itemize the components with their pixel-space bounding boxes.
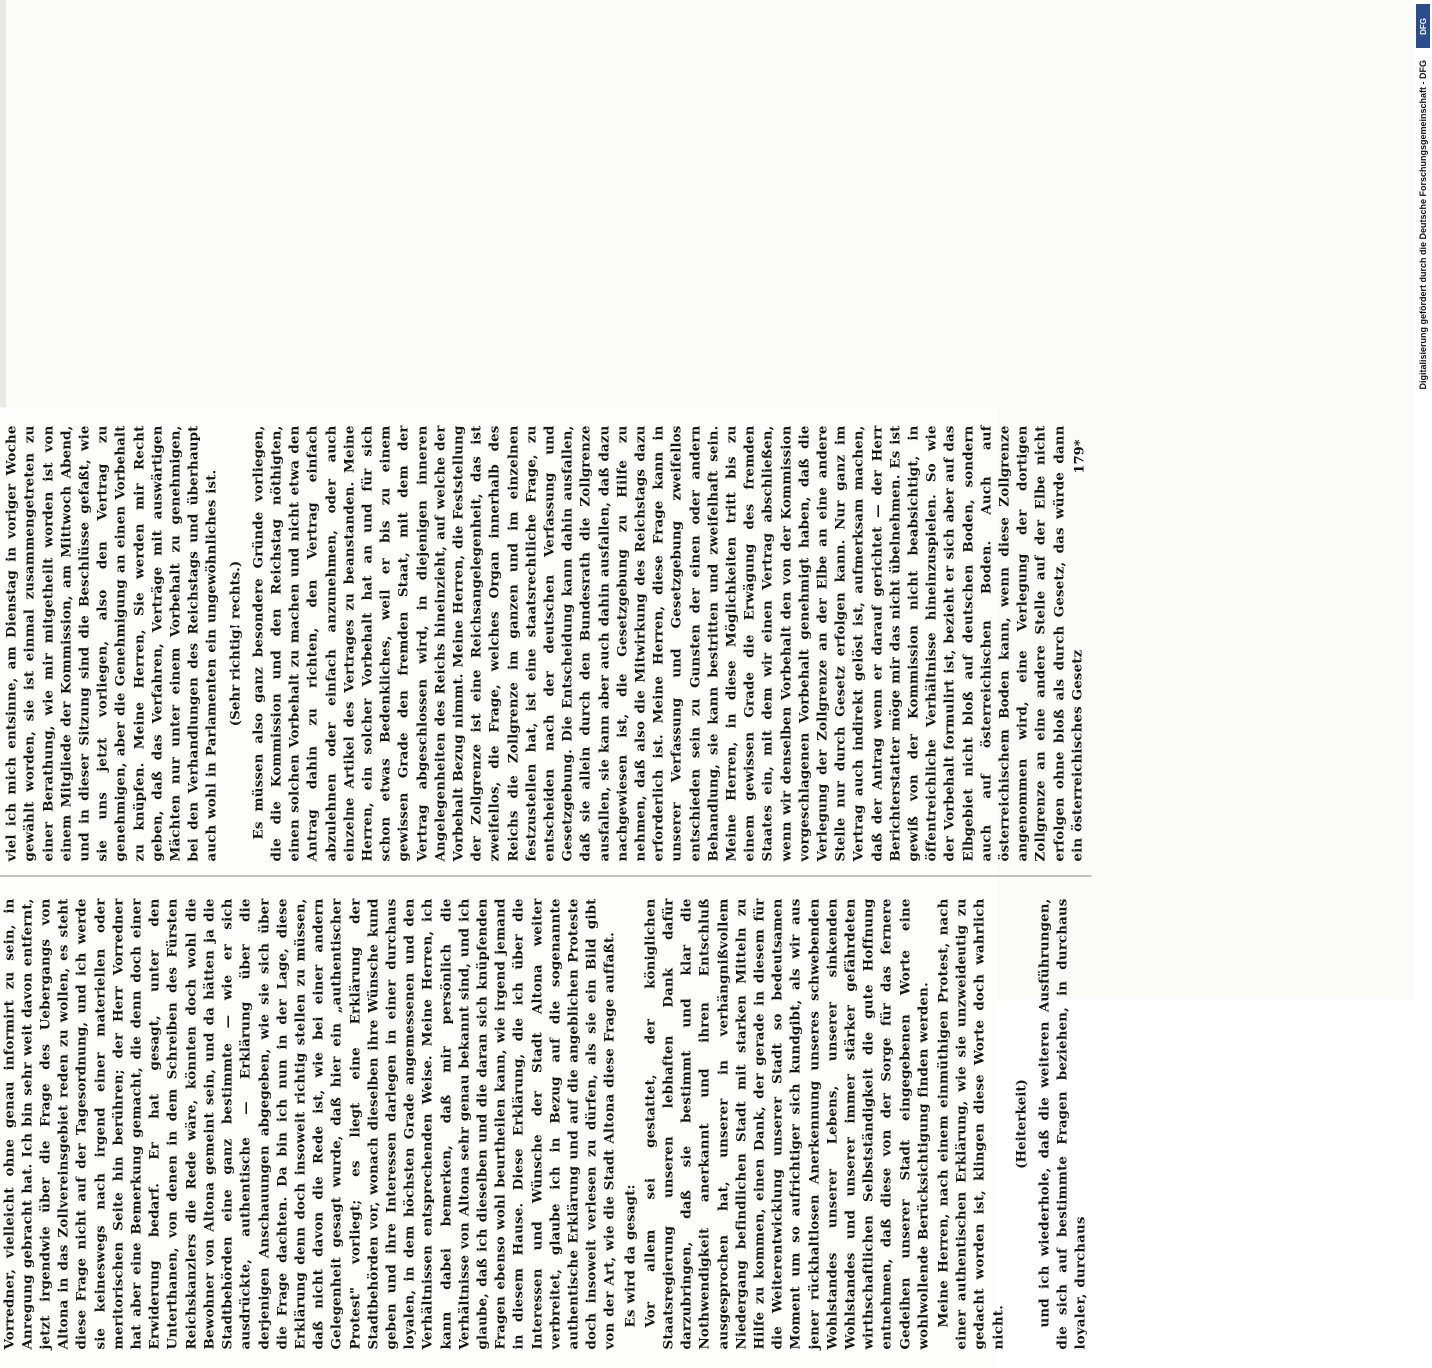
- speech-paragraph: Es müssen also ganz besondere Gründe vorliegen, die die Kommission und den Reichstag nöthigten, einen solchen Vorbehalt zu machen und nicht etwa den Antrag dahin zu richten, den Vertrag einfach abzulehnen oder einfach anzunehmen, oder auch einzelne Artikel des Vertrages zu beanstanden. Meine Herren, ein solcher Vorbehalt hat an und für sich schon etwas Bedenkliches, weil er bis zu einem gewissen Grade den fremden Staat, mit dem der Vertrag abgeschlossen wird, in diejenigen inneren Angelegenheiten des Reichs hineinzieht, auf welche der Vorbehalt Bezug nimmt. Meine Herren, die Feststellung der Zollgrenze ist eine Reichsangelegenheit, das ist zweifellos, die Frage, welches Organ innerhalb des Reichs die Zollgrenze im ganzen und im einzelnen festzustellen hat, ist eine staatsrechtliche Frage, zu entscheiden nach der deutschen Verfassung und Gesetzgebung. Die Entscheidung kann dahin ausfallen, daß sie allein durch den Bundesrath die Zollgrenze ausfallen, sie kann aber auch dahin ausfallen, daß dazu nachgewiesen ist, die Gesetzgebung zu Hilfe zu nehmen, daß also die Mitwirkung des Reichstags dazu erforderlich ist. Meine Herren, diese Frage kann in unserer Verfassung und Gesetzgebung zweifellos entschieden sein zu Gunsten der einen oder andern Behandlung, sie kann bestritten und zweifelhaft sein. Meine Herren, in diese Möglichkeiten tritt bis zu einem gewissen Grade die Erwägung des fremden Staates ein, mit dem wir einen Vertrag abschließen, wenn wir denselben Vorbehalt den von der Kommission vorgeschlagenen Vorbehalt genehmigt haben, daß die Verlegung der Zollgrenze an der Elbe an eine andere Stelle nur durch Gesetz erfolgen kann. Nur ganz im Vertrag auch indirekt gelöst ist, aufmerksam machen, daß der Antrag wenn er darauf gerichtet — der Herr Berichterstatter möge mir das nicht übelnehmen. Es ist gewiß von der Kommission nicht beabsichtigt, in öffentreichliche Verhältnisse hineinzuspielen. So wie der Vorbehalt formulirt ist, bezieht er sich aber auf das Elbgebiet nicht bloß auf deutschen Boden, sondern auch auf österreichischen Boden. Auch auf österreichischem Boden kann, wenn diese Zollgrenze angenommen wird, eine Verlegung der dortigen Zollgrenze an eine andere Stelle auf der Elbe nicht erfolgen ohne bloß als durch Gesetz, das würde dann ein österreichisches Gesetz: [250, 425, 1086, 862]
- audience-reaction: (Heiterkeit): [1013, 1079, 1030, 1169]
- digitization-note: [1414, 0, 1432, 1000]
- audience-reaction: (Sehr richtig! rechts.): [227, 560, 244, 727]
- text-columns: [0, 425, 1089, 1350]
- paragraph: Meine Herren, nach einem einmüthigen Protest, nach einer authentischen Erklärung, wie sie unzweideutig zu gedacht worden ist, klingen diese Worte doch wahrlich nicht.: [935, 898, 1007, 1350]
- dfg-logo-icon: DFG: [1416, 4, 1430, 48]
- paragraph: Vorredner, vielleicht ohne genau informirt zu sein, in Anregung gebracht hat. Ich bin sehr weit davon entfernt, jetzt irgendwie über die Frage des Uebergangs von Altona in das Zollvereinsgebiet reden zu wollen, es steht diese Frage nicht auf der Tagesordnung, und ich werde sie keineswegs nach irgend einer materiellen oder meritorischen Seite hin berühren; der Herr Vorredner hat aber eine Bemerkung gemacht, die denn doch einer Erwiderung bedarf. Er hat gesagt, unter den Unterthanen, von denen in dem Schreiben des Fürsten Reichskanzlers die Rede wäre, könnten doch wohl die Bewohner von Altona gemeint sein, und da hätten ja die Stadtbehörden eine ganz bestimmte — wie er sich ausdrückte, authentische — Erklärung über die derjenigen Anschauungen abgegeben, wie sie sich über die Frage dachten. Da bin ich nun in der Lage, diese Erklärung denn doch insoweit richtig stellen zu müssen, daß nicht davon die Rede ist, wie bei einer andern Gelegenheit gesagt wurde, daß hier ein „authentischer Protest" vorliegt; es liegt eine Erklärung der Stadtbehörden vor, wonach dieselben ihre Wünsche kund geben und ihre Interessen darlegen in einer durchaus loyalen, in dem höchsten Grade angemessenen und den Verhältnissen entsprechenden Weise. Meine Herren, ich kann dabei bemerken, daß mir persönlich die Verhältnisse von Altona sehr genau bekannt sind, und ich glaube, daß ich dieselben und die daran sich knüpfenden Fragen ebenso wohl beurtheilen kann, wie irgend jemand in diesem Hause. Diese Erklärung, die ich über die Interessen und Wünsche der Stadt Altona weiter verbreitet, glaube ich in Bezug auf die sogenannte authentische Erklärung und auf die angeblichen Proteste doch insoweit verlesen zu dürfen, als sie ein Bild gibt von der Art, wie die Stadt Altona diese Frage auffaßt.: [1, 898, 618, 1350]
- rotated-sheet: [0, 408, 1089, 1368]
- speech-paragraph: viel ich mich entsinne, am Dienstag in voriger Woche gewählt worden, sie ist einmal zusammengetreten zu einer Berathung, wie mir mitgetheilt worden ist von einem Mitgliede der Kommission, am Mittwoch Abend, und in dieser Sitzung sind die Beschlüsse gefaßt, wie sie uns jetzt vorliegen, also den Vertrag zu genehmigen, aber die Genehmigung an einen Vorbehalt zu knüpfen. Meine Herren, Sie werden mir Recht geben, daß das Verfahren, Verträge mit auswärtigen Mächten nur unter einem Vorbehalt zu genehmigen, bei den Verhandlungen des Reichstags und überhaupt auch wohl in Parlamenten ein ungewöhnliches ist.: [3, 425, 220, 862]
- sheet-signature: 179*: [1072, 439, 1088, 474]
- left-column: [0, 899, 1092, 1350]
- right-column: [0, 426, 1092, 877]
- paragraph: Es wird da gesagt:: [622, 1184, 639, 1328]
- paragraph: und ich wiederhole, daß die weiteren Ausführungen, die sich auf bestimmte Fragen beziehen, in durchaus loyaler, durchaus: [1036, 898, 1089, 1350]
- funding-note: Digitalisierung gefördert durch die Deutsche Forschungsgemeinschaft - DFG: [1418, 60, 1428, 390]
- quote-paragraph: Vor allem sei gestattet, der königlichen Staatsregierung unseren lebhaften Dank dafür darzubringen, daß sie bestimmt und klar die Nothwendigkeit anerkannt und ihren Entschluß ausgesprochen hat, unserer in verhängnißvollem Niedergang befindlichen Stadt mit starken Mitteln zu Hilfe zu kommen, einen Dank, der gerade in diesem für die Weiterentwicklung unserer Stadt so bedeutsamen Moment um so aufrichtiger sich kundgibt, als wir aus jener rückhaltlosen Anerkennung unseres schwebenden Wohlstandes unserer Lebens, unserer sinkenden Wohlstandes und unserer immer stärker gefährdeten wirthschaftlichen Selbstständigkeit die gute Hoffnung entnehmen, daß diese von der Sorge für das fernere Gedeihen unserer Stadt eingegebenen Worte eine wohlwollende Berücksichtigung finden werden.: [642, 898, 932, 1350]
